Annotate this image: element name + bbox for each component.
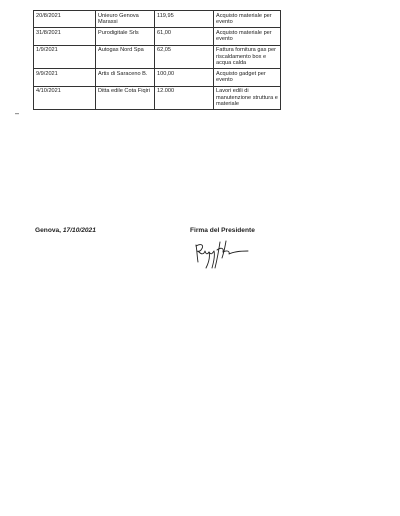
date-cell: 20/8/2021 (34, 11, 96, 28)
amount-cell: 62,05 (155, 45, 214, 69)
table-row (34, 45, 281, 69)
description-cell: Lavori edili di manutenzione struttura e materiale (214, 86, 281, 110)
table-row (34, 28, 281, 45)
date-cell: 31/8/2021 (34, 28, 96, 45)
supplier-cell: Ditta edile Cota Fiqiri (96, 86, 155, 110)
date-cell: 1/9/2021 (34, 45, 96, 69)
description-cell: Fattura fornitura gas per riscaldamento box e acqua calda (214, 45, 281, 69)
signature-label: Firma del Presidente (190, 227, 255, 234)
amount-cell: 100,00 (155, 69, 214, 86)
supplier-cell: Purodigitale Srls (96, 28, 155, 45)
expenses-table (33, 10, 281, 110)
supplier-cell: Autogas Nord Spa (96, 45, 155, 69)
description-cell: Acquisto materiale per evento (214, 11, 281, 28)
supplier-cell: Unieuro Genova Marassi (96, 11, 155, 28)
supplier-cell: Artis di Saraceno B. (96, 69, 155, 86)
handwritten-signature-icon (193, 238, 253, 272)
table-row (34, 86, 281, 110)
table-row (34, 11, 281, 28)
date-text: 17/10/2021 (62, 227, 96, 234)
date-cell: 9/9/2021 (34, 69, 96, 86)
date-cell: 4/10/2021 (34, 86, 96, 110)
description-cell: Acquisto materiale per evento (214, 28, 281, 45)
table-row (34, 69, 281, 86)
place-date-line (35, 227, 96, 234)
amount-cell: 12.000 (155, 86, 214, 110)
amount-cell: 119,95 (155, 11, 214, 28)
place-text: Genova, (35, 227, 62, 234)
description-cell: Acquisto gadget per evento (214, 69, 281, 86)
scan-artifact-mark (15, 113, 19, 115)
amount-cell: 61,00 (155, 28, 214, 45)
